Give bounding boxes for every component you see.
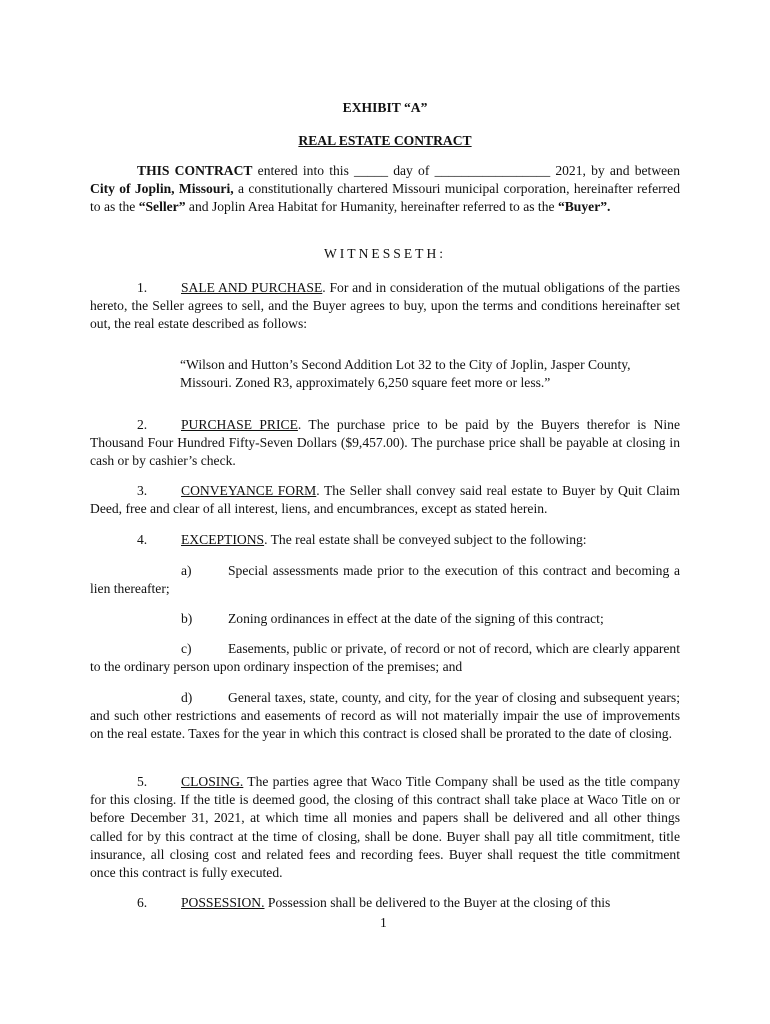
- contract-title: REAL ESTATE CONTRACT: [298, 133, 472, 148]
- section-text: . For and in consideration of the mutual obligations of the parties hereto, the Seller agrees to sell, and the Buyer agrees to buy, upon the terms and conditions hereinafter set out, the real estate described as follows:: [90, 280, 680, 332]
- section-number: 1.: [137, 280, 148, 295]
- section-text: The parties agree that Waco Title Company shall be used as the title company for this closing. If the title is deemed good, the closing of this contract shall take place at Waco Title on or before December 31, 2021, at which time all monies and papers shall be delivered and all other things called for by this contract at the time of closing, shall be done. Buyer shall pay all title commitment, title insurance, all closing cost and related fees and recording fees. Buyer shall request the title commitment once this contract is fully executed.: [90, 774, 680, 881]
- exception-c: [90, 640, 680, 676]
- section-heading: POSSESSION.: [181, 895, 265, 910]
- seller-name: City of Joplin, Missouri,: [90, 181, 234, 197]
- section-number: 3.: [137, 483, 148, 498]
- section-number: 6.: [137, 895, 148, 910]
- item-text: General taxes, state, county, and city, for the year of closing and subsequent years; and such other restrictions and easements of record as will not materially impair the use of improvements on the real estate. Taxes for the year in which this contract is closed shall be prorated to the date of closing.: [90, 690, 680, 742]
- section-text: Possession shall be delivered to the Buyer at the closing of this: [264, 895, 611, 910]
- seller-label: “Seller”: [138, 199, 186, 215]
- item-letter: a): [181, 563, 192, 578]
- exception-b: [90, 610, 680, 628]
- section-heading: CLOSING.: [181, 774, 244, 789]
- item-letter: b): [181, 611, 193, 626]
- witnesseth-heading: WITNESSETH:: [323, 246, 447, 261]
- intro-lead: THIS CONTRACT: [137, 163, 253, 178]
- page-number: 1: [380, 915, 387, 930]
- legal-description: “Wilson and Hutton’s Second Addition Lot 32 to the City of Joplin, Jasper County, Missouri. Zoned R3, approximately 6,250 square feet more or less.”: [180, 357, 631, 391]
- section-text: . The Seller shall convey said real estate to Buyer by Quit Claim Deed, free and clear of all interest, liens, and encumbrances, except as stated herein.: [90, 483, 680, 517]
- section-1-sale-and-purchase: [90, 279, 680, 334]
- item-letter: d): [181, 690, 193, 705]
- exhibit-title: EXHIBIT “A”: [342, 100, 428, 115]
- section-number: 5.: [137, 774, 148, 789]
- section-text: . The purchase price to be paid by the Buyers therefor is Nine Thousand Four Hundred Fifty-Seven Dollars ($9,457.00). The purchase price shall be payable at closing in cash or by cashier’s check.: [90, 417, 681, 469]
- section-number: 2.: [137, 417, 148, 432]
- section-3-conveyance-form: [90, 482, 680, 518]
- section-2-purchase-price: [90, 416, 680, 471]
- buyer-label: “Buyer”.: [557, 199, 611, 215]
- section-6-possession: [90, 894, 680, 912]
- section-number: 4.: [137, 532, 148, 547]
- exception-d: [90, 689, 680, 744]
- section-heading: CONVEYANCE FORM: [181, 483, 317, 498]
- item-letter: c): [181, 641, 192, 656]
- section-heading: PURCHASE PRICE: [181, 417, 298, 432]
- item-text: Zoning ordinances in effect at the date of the signing of this contract;: [228, 611, 604, 626]
- section-heading: EXCEPTIONS: [181, 532, 265, 547]
- item-text: Easements, public or private, of record or not of record, which are clearly apparent to the ordinary person upon ordinary inspection of the premises; and: [90, 641, 680, 675]
- exception-a: [90, 562, 680, 598]
- intro-paragraph: THIS CONTRACT entered into this _____ day of _________________ 2021, by and between City of Joplin, Missouri, a constitutionally chartered Missouri municipal corporation, hereinafter referred to as the “Seller” and Joplin Area Habitat for Humanity, hereinafter referred to as the “Buyer”.: [90, 163, 681, 215]
- section-heading: SALE AND PURCHASE: [181, 280, 323, 295]
- section-text: . The real estate shall be conveyed subject to the following:: [264, 532, 587, 547]
- section-4-exceptions: [90, 531, 680, 549]
- section-5-closing: [90, 773, 680, 882]
- item-text: Special assessments made prior to the execution of this contract and becoming a lien thereafter;: [90, 563, 680, 597]
